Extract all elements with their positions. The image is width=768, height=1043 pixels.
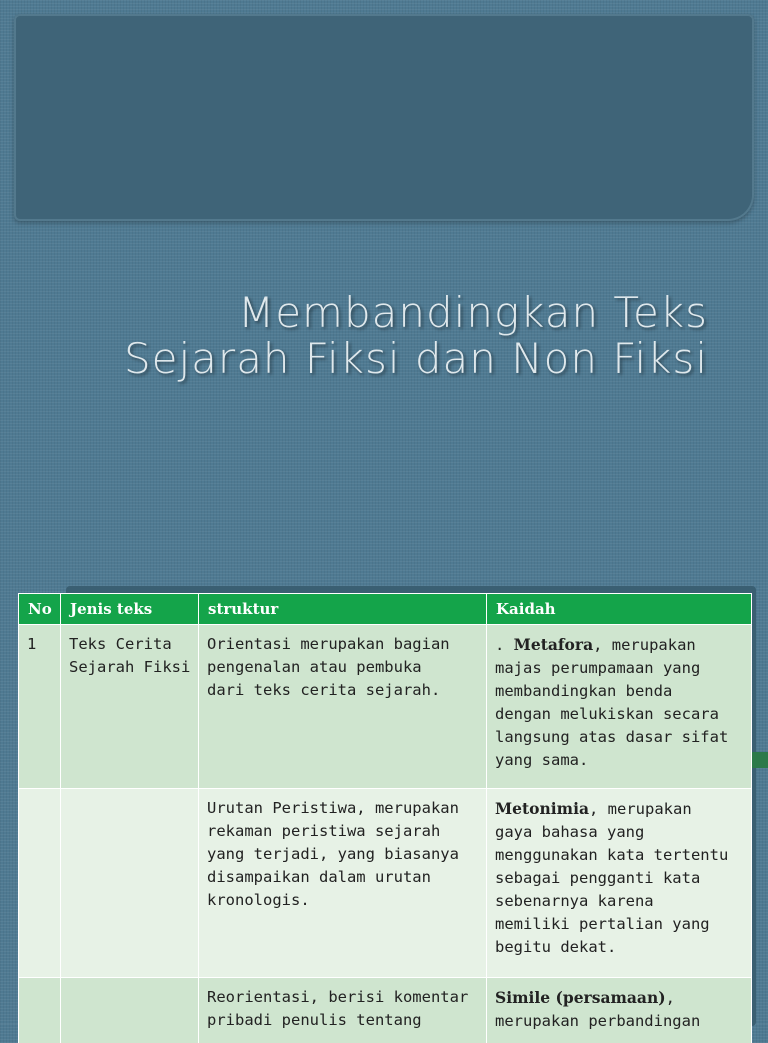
header-struktur: struktur [199, 594, 487, 625]
kaidah-description: , merupakan majas perumpamaan yang membandingkan benda dengan melukiskan secara langsung atas dasar sifat yang sama. [495, 636, 728, 769]
header-no: No [19, 594, 61, 625]
cell-kaidah [487, 625, 752, 789]
cell-no: 1 [19, 625, 61, 789]
cell-struktur: Reorientasi, berisi komentar pribadi penulis tentang [199, 978, 487, 1043]
slide-title-line-1: Membandingkan Teks [8, 290, 708, 336]
kaidah-description: , merupakan gaya bahasa yang menggunakan kata tertentu sebagai pengganti kata sebenarnya karena memiliki pertalian yang begitu dekat. [495, 800, 728, 956]
decorative-accent [752, 752, 768, 768]
kaidah-description: , merupakan perbandingan [495, 989, 700, 1030]
comparison-table [18, 593, 752, 1043]
table-header-row [19, 594, 752, 625]
cell-jenis-teks [61, 789, 199, 978]
cell-struktur: Urutan Peristiwa, merupakan rekaman peristiwa sejarah yang terjadi, yang biasanya disampaikan dalam urutan kronologis. [199, 789, 487, 978]
kaidah-term: Metonimia [495, 799, 589, 818]
cell-struktur: Orientasi merupakan bagian pengenalan atau pembuka dari teks cerita sejarah. [199, 625, 487, 789]
table-row [19, 978, 752, 1043]
cell-jenis-teks [61, 978, 199, 1043]
cell-kaidah [487, 789, 752, 978]
cell-no [19, 978, 61, 1043]
kaidah-prefix: . [495, 636, 514, 654]
header-kaidah: Kaidah [487, 594, 752, 625]
table-row [19, 625, 752, 789]
cell-jenis-teks: Teks Cerita Sejarah Fiksi [61, 625, 199, 789]
cell-kaidah [487, 978, 752, 1043]
title-placeholder-panel [14, 14, 754, 221]
header-jenis-teks: Jenis teks [61, 594, 199, 625]
kaidah-term: Metafora [514, 635, 593, 654]
kaidah-term: Simile (persamaan) [495, 988, 666, 1007]
slide-title-line-2: Sejarah Fiksi dan Non Fiksi [8, 336, 708, 382]
table-row [19, 789, 752, 978]
cell-no [19, 789, 61, 978]
slide-title [8, 290, 708, 382]
